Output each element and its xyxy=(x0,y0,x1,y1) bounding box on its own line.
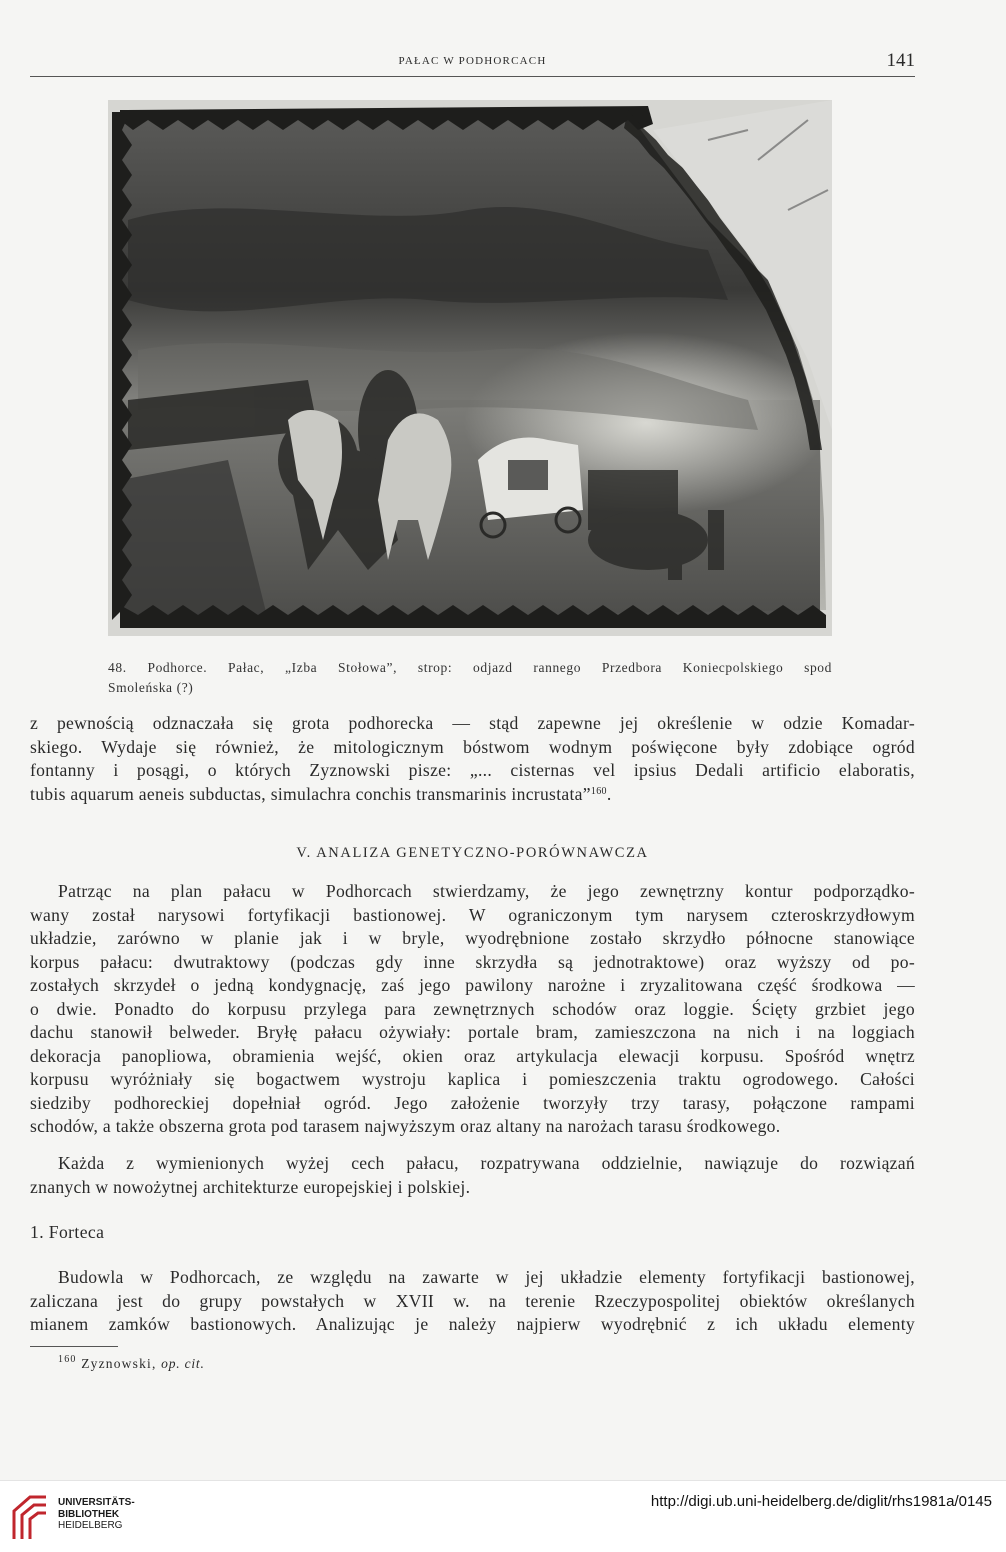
text-line: zostałych skrzydeł o jedną kondygnację, zaś jego pawilony narożne i zryzalitowana część środkowa — xyxy=(30,975,915,995)
caption-line-1: 48. Podhorce. Pałac, „Izba Stołowa”, strop: odjazd rannego Przedbora Koniecpolskiego spod xyxy=(108,660,832,675)
painting-illustration xyxy=(108,100,832,636)
text-line: wany został narysowi fortyfikacji bastionowej. W ograniczonym tym narysem czteroskrzydłowym xyxy=(30,904,915,925)
source-url-link[interactable]: http://digi.ub.uni-heidelberg.de/diglit/rhs1981a/0145 xyxy=(650,1493,992,1510)
text-line-with-ref: tubis aquarum aeneis subductas, simulachra conchis transmarinis incrustata”$^{160}$. xyxy=(30,783,612,804)
figure-plate-photo xyxy=(108,100,832,636)
running-head xyxy=(30,48,915,77)
text-line: Budowla w Podhorcach, ze względu na zawarte w jej układzie elementy fortyfikacji bastionowej, xyxy=(58,1267,915,1287)
text-line: z pewnością odznaczała się grota podhorecka — stąd zapewne jej określenie w odzie Komadar- xyxy=(30,713,915,733)
text-line: korpusu wyróżniały się bogactwem wystroju kaplica i pomieszczenia traktu ogrodowego. Całości xyxy=(30,1069,915,1089)
figure-caption xyxy=(108,658,832,698)
text-line: fontanny i posągi, o których Zyznowski pisze: „... cisternas vel ipsius Dedali artificio elaboratis, xyxy=(30,760,915,780)
text-line: dachu stanowił belweder. Bryłę pałacu ożywiały: portale bram, zamieszczona na nich i na loggiach xyxy=(30,1022,915,1042)
paragraph-3 xyxy=(30,1152,915,1199)
text-line: Patrząc na plan pałacu w Podhorcach stwierdzamy, że jego zewnętrzny kontur podporządko- xyxy=(58,881,915,901)
paragraph-4 xyxy=(30,1266,915,1337)
digitization-footer xyxy=(0,1480,1006,1552)
footnote-author: Zyznowski, xyxy=(81,1356,157,1371)
text-line: mianem zamków bastionowych. Analizując je należy najpierw wyodrębnić z ich układu elementy xyxy=(30,1314,915,1334)
institution-line-2: BIBLIOTHEK xyxy=(58,1508,120,1520)
text-line: układzie, zarówno w planie jak i w bryle, wyodrębnione zostało skrzydło północne stanowiące xyxy=(30,928,915,948)
institution-line-1: UNIVERSITÄTS- xyxy=(58,1497,135,1508)
footnote-divider xyxy=(30,1346,118,1347)
text-line: dekoracja panopliowa, obramienia wejść, okien oraz artykulacja elewacji korpusu. Spośród wnętrz xyxy=(30,1045,915,1066)
text-line: skiego. Wydaje się również, że mitologicznym bóstwom wodnym poświęcone były zdobiące ogród xyxy=(30,736,915,757)
text-line: o dwie. Ponadto do korpusu przylega para zewnętrznych schodów oraz loggie. Ścięty grzbiet jego xyxy=(30,998,915,1019)
footnote-number: 160 xyxy=(58,1354,77,1365)
text-line: siedziby podhoreckiej dopełniał ogród. Jego założenie tworzyły trzy tarasy, połączone rampami xyxy=(30,1092,915,1113)
text-line: tubis aquarum aeneis subductas, simulachra conchis transmarinis incrustata” xyxy=(30,783,591,804)
institution-line-3: HEIDELBERG xyxy=(58,1520,123,1531)
paragraph-1 xyxy=(30,712,915,806)
university-library-logo-icon xyxy=(10,1493,50,1543)
footnote-citation: op. cit. xyxy=(161,1356,205,1371)
caption-line-2: Smoleńska (?) xyxy=(108,680,194,695)
running-title: PAŁAC W PODHORCACH xyxy=(398,55,547,67)
text-line: korpus pałacu: dwutraktowy (podczas gdy inne skrzydła są jednotraktowe) oraz wyższy od po- xyxy=(30,951,915,972)
page-number: 141 xyxy=(886,50,915,71)
text-line: Każda z wymienionych wyżej cech pałacu, rozpatrywana oddzielnie, nawiązuje do rozwiązań xyxy=(58,1153,915,1173)
paragraph-2 xyxy=(30,880,915,1139)
institution-name xyxy=(58,1497,135,1532)
footnote-reference: 160 xyxy=(590,785,607,797)
footnote xyxy=(58,1356,205,1372)
text-line: zaliczana jest do grupy powstałych w XVII w. na terenie Rzeczypospolitej obiektów określanych xyxy=(30,1290,915,1311)
text-line: schodów, a także obszerna grota pod tarasem najwyższym oraz altany na narożach tarasu środkowego. xyxy=(30,1116,781,1136)
subsection-heading: 1. Forteca xyxy=(30,1222,105,1242)
text-line: znanych w nowożytnej architekturze europejskiej i polskiej. xyxy=(30,1176,471,1197)
section-heading: V. ANALIZA GENETYCZNO-PORÓWNAWCZA xyxy=(296,845,649,861)
